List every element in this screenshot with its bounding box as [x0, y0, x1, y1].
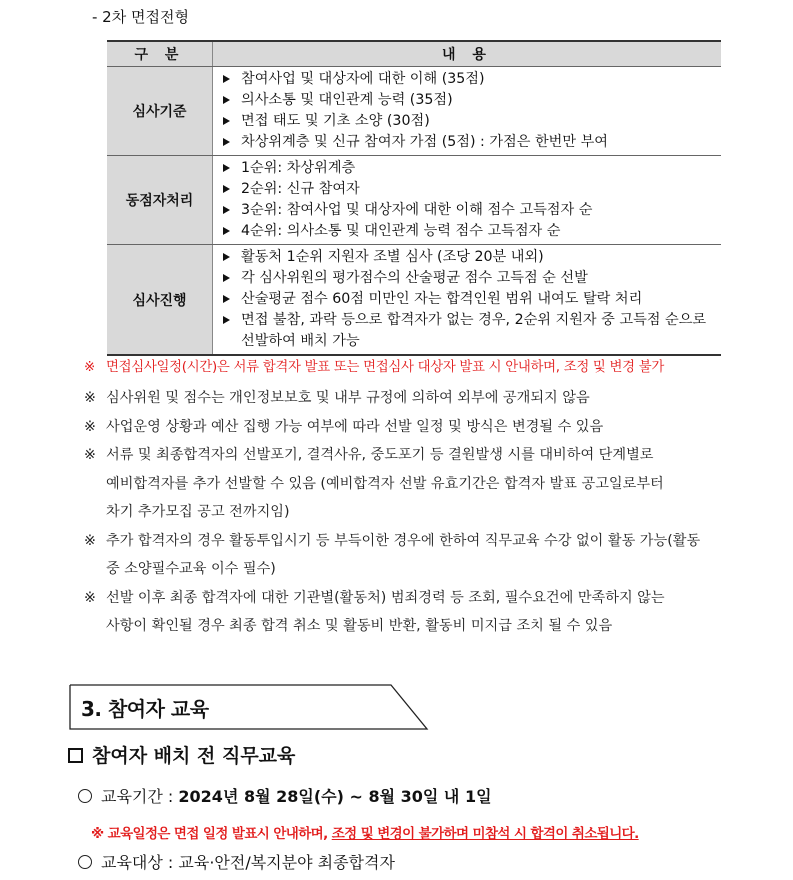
- note: [84, 441, 734, 527]
- note: [84, 384, 734, 413]
- checkbox-square-icon: [68, 748, 83, 763]
- note-mark: ※: [84, 447, 96, 463]
- schedule-note: [84, 356, 734, 380]
- training-period: [78, 784, 492, 807]
- item-text: 의사소통 및 대인관계 능력 (35점): [241, 92, 453, 108]
- note-mark: ※: [84, 418, 96, 435]
- target-label: 교육대상 :: [101, 853, 174, 872]
- list-item: [221, 200, 721, 221]
- item-text: 산술평균 점수 60점 미만인 자는 합격인원 범위 내여도 탈락 처리: [241, 291, 643, 307]
- box-heading: [68, 741, 295, 768]
- note-text: 차기 추가모집 공고 전까지임): [106, 504, 290, 520]
- training-warning: [91, 822, 639, 842]
- period-value: 2024년 8월 28일(수) ~ 8월 30일 내 1일: [178, 787, 492, 806]
- header-category: 구 분: [107, 41, 213, 67]
- bullet-icon: [223, 316, 230, 324]
- item-text: 4순위: 의사소통 및 대인관계 능력 점수 고득점자 순: [241, 223, 561, 239]
- list-item: [221, 69, 721, 90]
- bullet-icon: [223, 164, 230, 172]
- note-text: 심사위원 및 점수는 개인정보보호 및 내부 규정에 의하여 외부에 공개되지 않음: [106, 390, 590, 406]
- bullet-icon: [223, 206, 230, 214]
- item-text: 1순위: 차상위계층: [241, 160, 356, 176]
- target-value: 교육·안전/복지분야 최종합격자: [178, 853, 395, 872]
- row-label-criteria: 심사기준: [107, 67, 213, 156]
- bullet-icon: [223, 117, 230, 125]
- note: [84, 527, 734, 584]
- bullet-icon: [223, 227, 230, 235]
- warning-text: ※ 교육일정은 면접 일정 발표시 안내하며,: [91, 826, 332, 842]
- item-text: 각 심사위원의 평가점수의 산술평균 점수 고득점 순 선발: [241, 270, 588, 286]
- table-row: [107, 245, 721, 356]
- bullet-icon: [223, 185, 230, 193]
- box-heading-text: 참여자 배치 전 직무교육: [92, 745, 296, 767]
- section-title: 3. 참여자 교육: [81, 697, 209, 721]
- note-mark: ※: [84, 360, 95, 375]
- evaluation-table: [107, 40, 721, 356]
- bullet-icon: [223, 75, 230, 83]
- list-item: [221, 111, 721, 132]
- note-text: 중 소양필수교육 이수 필수): [106, 561, 276, 577]
- section-heading: [69, 684, 439, 730]
- circle-bullet-icon: [78, 789, 92, 803]
- row-label-process: 심사진행: [107, 245, 213, 356]
- item-text: 3순위: 참여사업 및 대상자에 대한 이해 점수 고득점자 순: [241, 202, 593, 218]
- list-item: [221, 158, 721, 179]
- list-item: [221, 179, 721, 200]
- note-text: 면접심사일정(시간)은 서류 합격자 발표 또는 면접심사 대상자 발표 시 안내하며, 조정 및 변경 불가: [106, 360, 665, 375]
- item-text: 활동처 1순위 지원자 조별 심사 (조당 20분 내외): [241, 249, 544, 265]
- item-text: 참여사업 및 대상자에 대한 이해 (35점): [241, 71, 485, 87]
- warning-underlined-text: 조정 및 변경이 불가하며 미참석 시 합격이 취소됩니다.: [331, 826, 639, 842]
- notes-list: [84, 356, 734, 641]
- header-content: 내 용: [213, 41, 722, 67]
- note-mark: ※: [84, 589, 96, 606]
- note-mark: ※: [84, 390, 96, 406]
- circle-bullet-icon: [78, 855, 92, 869]
- list-item: [221, 90, 721, 111]
- note: [84, 584, 734, 641]
- note-text: 선발 이후 최종 합격자에 대한 기관별(활동처) 범죄경력 등 조회, 필수요건에 만족하지 않는: [106, 589, 665, 606]
- note-text: 사항이 확인될 경우 최종 합격 취소 및 활동비 반환, 활동비 미지급 조치 될 수 있음: [106, 618, 613, 634]
- list-item: [221, 268, 721, 289]
- note: [84, 413, 734, 442]
- table-row: [107, 67, 721, 156]
- bullet-icon: [223, 274, 230, 282]
- note-mark: ※: [84, 532, 96, 549]
- row-label-tiebreak: 동점자처리: [107, 156, 213, 245]
- bullet-icon: [223, 253, 230, 261]
- bullet-icon: [223, 295, 230, 303]
- item-text: 2순위: 신규 참여자: [241, 181, 360, 197]
- bullet-icon: [223, 96, 230, 104]
- list-item: [221, 247, 721, 268]
- item-text: 면접 불참, 과락 등으로 합격자가 없는 경우, 2순위 지원자 중 고득점 순으로 선발하여 배치 가능: [241, 312, 707, 349]
- row-content: [213, 67, 722, 156]
- row-content: [213, 156, 722, 245]
- note-text: 예비합격자를 추가 선발할 수 있음 (예비합격자 선발 유효기간은 합격자 발표 공고일로부터: [106, 475, 664, 492]
- subheading: - 2차 면접전형: [92, 8, 189, 26]
- period-label: 교육기간 :: [101, 787, 174, 806]
- list-item: [221, 310, 721, 352]
- list-item: [221, 132, 721, 153]
- row-content: [213, 245, 722, 356]
- note-text: 추가 합격자의 경우 활동투입시기 등 부득이한 경우에 한하여 직무교육 수강 없이 활동 가능(활동: [106, 532, 701, 549]
- table-row: [107, 156, 721, 245]
- list-item: [221, 289, 721, 310]
- bullet-icon: [223, 138, 230, 146]
- training-target: [78, 850, 395, 873]
- list-item: [221, 221, 721, 242]
- note-text: 서류 및 최종합격자의 선발포기, 결격사유, 중도포기 등 결원발생 시를 대비하여 단계별로: [106, 447, 654, 463]
- item-text: 차상위계층 및 신규 참여자 가점 (5점) : 가점은 한번만 부여: [241, 134, 608, 150]
- note-text: 사업운영 상황과 예산 집행 가능 여부에 따라 선발 일정 및 방식은 변경될 수 있음: [106, 418, 604, 435]
- table-header-row: [107, 41, 721, 67]
- item-text: 면접 태도 및 기초 소양 (30점): [241, 113, 430, 129]
